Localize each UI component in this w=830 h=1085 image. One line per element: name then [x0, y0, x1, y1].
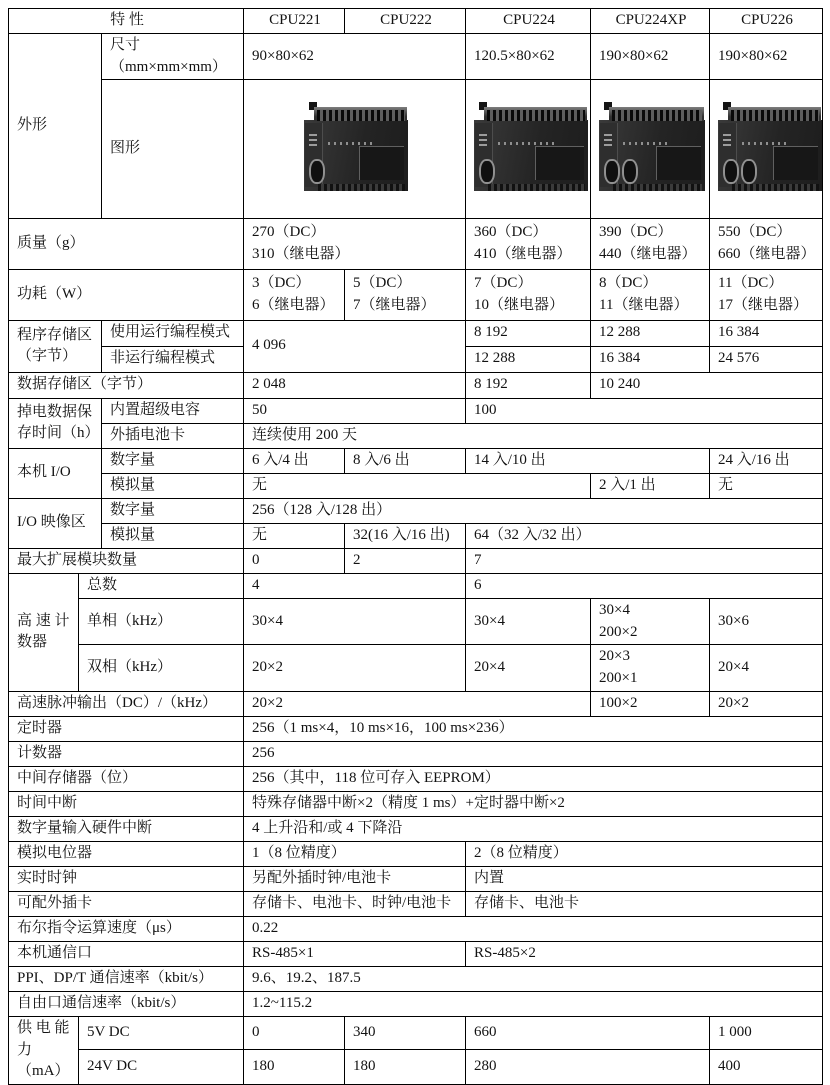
max-expansion-row	[9, 548, 823, 573]
onboard-io-digital-cpu221: 6 入/4 出	[244, 448, 345, 473]
bool-speed-row	[9, 916, 823, 941]
timed-interrupt-label: 时间中断	[9, 791, 244, 816]
plc-terminal-comb	[731, 110, 819, 121]
hsc-single-cpu226: 30×6	[710, 598, 823, 645]
plc-bottom-terminals	[488, 184, 585, 191]
hsc-single-cpu221-222: 30×4	[244, 598, 466, 645]
retention-cap-cpu224up: 100	[466, 398, 823, 423]
hsc-total-cpu224up: 6	[466, 573, 823, 598]
supply-label: 供 电 能 力（mA）	[9, 1016, 79, 1084]
program-memory-nonrun-label: 非运行编程模式	[102, 346, 244, 372]
figure-cell-cpu221-222	[244, 80, 466, 219]
size-cpu224: 120.5×80×62	[466, 33, 591, 80]
size-cpu226: 190×80×62	[710, 33, 823, 80]
cpu226-photo	[718, 107, 822, 191]
plc-access-door	[773, 146, 818, 180]
supply-24v-row	[9, 1050, 823, 1085]
comm-port-label: 本机通信口	[9, 941, 244, 966]
pulse-output-cpu221-224: 20×2	[244, 691, 591, 716]
hw-interrupt-label: 数字量输入硬件中断	[9, 816, 244, 841]
comm-port-row	[9, 941, 823, 966]
header-cpu222: CPU222	[345, 9, 466, 34]
header-cpu221: CPU221	[244, 9, 345, 34]
max-expansion-cpu222: 2	[345, 548, 466, 573]
power-cpu222: 5（DC） 7（继电器）	[345, 269, 466, 320]
potentiometer-cpu224up: 2（8 位精度）	[466, 841, 823, 866]
supply-5v-label: 5V DC	[79, 1016, 244, 1049]
plc-status-dots	[742, 142, 788, 145]
retention-cap-cpu221-222: 50	[244, 398, 466, 423]
plc-led-column	[479, 132, 487, 146]
data-memory-cpu221-222: 2 048	[244, 372, 466, 398]
power-row	[9, 269, 823, 320]
plc-access-door	[535, 146, 584, 180]
ppi-rate-label: PPI、DP/T 通信速率（kbit/s）	[9, 966, 244, 991]
supply-24v-cpu222: 180	[345, 1050, 466, 1085]
hsc-double-cpu224: 20×4	[466, 645, 591, 692]
supply-5v-cpu222: 340	[345, 1016, 466, 1049]
pulse-output-cpu224xp: 100×2	[591, 691, 710, 716]
data-memory-label: 数据存储区（字节）	[9, 372, 244, 398]
onboard-io-analog-cpu221-224: 无	[244, 473, 591, 498]
plc-terminal-comb	[487, 110, 585, 121]
onboard-io-analog-label: 模拟量	[102, 473, 244, 498]
header-cpu224: CPU224	[466, 9, 591, 34]
plc-access-door	[359, 146, 404, 180]
data-memory-cpu224xp-226: 10 240	[591, 372, 823, 398]
rtc-cpu224up: 内置	[466, 866, 823, 891]
supply-24v-cpu226: 400	[710, 1050, 823, 1085]
header-cpu224xp: CPU224XP	[591, 9, 710, 34]
plc-bottom-terminals	[613, 184, 702, 191]
shape-label: 外形	[9, 33, 102, 218]
program-memory-nonrun-cpu224xp: 16 384	[591, 346, 710, 372]
retention-battery-label: 外插电池卡	[102, 423, 244, 448]
counters-row	[9, 741, 823, 766]
hsc-double-cpu224xp: 20×3 200×1	[591, 645, 710, 692]
mass-cpu224xp: 390（DC） 440（继电器）	[591, 218, 710, 269]
supply-24v-cpu224-224xp: 280	[466, 1050, 710, 1085]
freeport-rate-row	[9, 991, 823, 1016]
potentiometer-row	[9, 841, 823, 866]
power-cpu224xp: 8（DC） 11（继电器）	[591, 269, 710, 320]
feature-header: 特 性	[9, 9, 244, 34]
supply-5v-row	[9, 1016, 823, 1049]
program-memory-run-cpu226: 16 384	[710, 320, 823, 346]
hsc-single-cpu224: 30×4	[466, 598, 591, 645]
program-memory-run-cpu224: 8 192	[466, 320, 591, 346]
hsc-double-cpu226: 20×4	[710, 645, 823, 692]
plc-port-connector-2	[741, 159, 757, 184]
timed-interrupt-value: 特殊存储器中断×2（精度 1 ms）+定时器中断×2	[244, 791, 823, 816]
counters-value: 256	[244, 741, 823, 766]
onboard-io-digital-cpu224-224xp: 14 入/10 出	[466, 448, 710, 473]
timers-value: 256（1 ms×4，10 ms×16，100 ms×236）	[244, 716, 823, 741]
plc-led-column	[723, 132, 731, 146]
cpu221-222-photo	[304, 107, 408, 191]
data-memory-cpu224: 8 192	[466, 372, 591, 398]
hsc-double-cpu221-222: 20×2	[244, 645, 466, 692]
hsc-label: 高 速 计 数器	[9, 573, 79, 691]
plc-bottom-terminals	[318, 184, 405, 191]
hsc-single-row	[9, 598, 823, 645]
plc-status-dots	[498, 142, 554, 145]
io-image-analog-row	[9, 523, 823, 548]
rtc-row	[9, 866, 823, 891]
supply-24v-cpu221: 180	[244, 1050, 345, 1085]
hw-interrupt-value: 4 上升沿和/或 4 下降沿	[244, 816, 823, 841]
figure-cell-cpu224xp	[591, 80, 710, 219]
cpu224-photo	[474, 107, 588, 191]
comm-port-cpu221-222: RS-485×1	[244, 941, 466, 966]
onboard-io-analog-cpu226: 无	[710, 473, 823, 498]
onboard-io-analog-row	[9, 473, 823, 498]
timers-row	[9, 716, 823, 741]
plc-led-column	[604, 132, 612, 146]
hsc-total-label: 总数	[79, 573, 244, 598]
program-memory-run-row	[9, 320, 823, 346]
potentiometer-label: 模拟电位器	[9, 841, 244, 866]
retention-capacitor-row	[9, 398, 823, 423]
max-expansion-cpu221: 0	[244, 548, 345, 573]
bool-speed-label: 布尔指令运算速度（μs）	[9, 916, 244, 941]
power-label: 功耗（W）	[9, 269, 244, 320]
io-image-analog-cpu222: 32(16 入/16 出)	[345, 523, 466, 548]
retention-label: 掉电数据保 存时间（h）	[9, 398, 102, 448]
io-image-digital-label: 数字量	[102, 498, 244, 523]
onboard-io-digital-row	[9, 448, 823, 473]
io-image-label: I/O 映像区	[9, 498, 102, 548]
counters-label: 计数器	[9, 741, 244, 766]
supply-5v-cpu221: 0	[244, 1016, 345, 1049]
freeport-rate-value: 1.2~115.2	[244, 991, 823, 1016]
io-image-analog-label: 模拟量	[102, 523, 244, 548]
timers-label: 定时器	[9, 716, 244, 741]
plc-port-connector-2	[622, 159, 638, 184]
option-card-row	[9, 891, 823, 916]
figure-cell-cpu224	[466, 80, 591, 219]
program-memory-cpu221-222: 4 096	[244, 320, 466, 372]
plc-port-connector	[479, 159, 495, 184]
cpu224xp-photo	[599, 107, 705, 191]
supply-5v-cpu226: 1 000	[710, 1016, 823, 1049]
hsc-total-row	[9, 573, 823, 598]
pulse-output-label: 高速脉冲输出（DC）/（kHz）	[9, 691, 244, 716]
power-cpu224: 7（DC） 10（继电器）	[466, 269, 591, 320]
figure-cell-cpu226	[710, 80, 823, 219]
program-memory-label: 程序存储区 （字节）	[9, 320, 102, 372]
hsc-double-label: 双相（kHz）	[79, 645, 244, 692]
plc-access-door	[656, 146, 702, 180]
bool-speed-value: 0.22	[244, 916, 823, 941]
supply-24v-label: 24V DC	[79, 1050, 244, 1085]
plc-status-dots	[623, 142, 671, 145]
max-expansion-label: 最大扩展模块数量	[9, 548, 244, 573]
figure-row	[9, 80, 823, 219]
plc-port-connector-1	[604, 159, 620, 184]
bit-memory-label: 中间存储器（位）	[9, 766, 244, 791]
mass-cpu224: 360（DC） 410（继电器）	[466, 218, 591, 269]
size-cpu224xp: 190×80×62	[591, 33, 710, 80]
plc-led-column	[309, 132, 317, 146]
mass-row	[9, 218, 823, 269]
retention-capacitor-label: 内置超级电容	[102, 398, 244, 423]
hsc-single-label: 单相（kHz）	[79, 598, 244, 645]
program-memory-nonrun-cpu224: 12 288	[466, 346, 591, 372]
bit-memory-row	[9, 766, 823, 791]
hsc-total-cpu221-222: 4	[244, 573, 466, 598]
plc-terminal-comb	[317, 110, 405, 121]
program-memory-nonrun-cpu226: 24 576	[710, 346, 823, 372]
mass-label: 质量（g）	[9, 218, 244, 269]
io-image-analog-cpu221: 无	[244, 523, 345, 548]
header-row	[9, 9, 823, 34]
mass-cpu221-222: 270（DC） 310（继电器）	[244, 218, 466, 269]
size-row	[9, 33, 823, 80]
plc-status-dots	[328, 142, 374, 145]
plc-port-connector	[309, 159, 325, 184]
bit-memory-value: 256（其中，118 位可存入 EEPROM）	[244, 766, 823, 791]
retention-battery-value: 连续使用 200 天	[244, 423, 823, 448]
hsc-single-cpu224xp: 30×4 200×2	[591, 598, 710, 645]
cpu-spec-table	[8, 8, 823, 1085]
plc-bottom-terminals	[732, 184, 819, 191]
option-card-cpu221-222: 存储卡、电池卡、时钟/电池卡	[244, 891, 466, 916]
max-expansion-cpu224up: 7	[466, 548, 823, 573]
power-cpu221: 3（DC） 6（继电器）	[244, 269, 345, 320]
pulse-output-row	[9, 691, 823, 716]
onboard-io-digital-cpu226: 24 入/16 出	[710, 448, 823, 473]
retention-battery-row	[9, 423, 823, 448]
power-cpu226: 11（DC） 17（继电器）	[710, 269, 823, 320]
io-image-digital-value: 256（128 入/128 出）	[244, 498, 823, 523]
rtc-label: 实时时钟	[9, 866, 244, 891]
mass-cpu226: 550（DC） 660（继电器）	[710, 218, 823, 269]
ppi-rate-row	[9, 966, 823, 991]
option-card-label: 可配外插卡	[9, 891, 244, 916]
io-image-digital-row	[9, 498, 823, 523]
ppi-rate-value: 9.6、19.2、187.5	[244, 966, 823, 991]
hsc-double-row	[9, 645, 823, 692]
timed-interrupt-row	[9, 791, 823, 816]
program-memory-run-cpu224xp: 12 288	[591, 320, 710, 346]
onboard-io-digital-label: 数字量	[102, 448, 244, 473]
program-memory-run-label: 使用运行编程模式	[102, 320, 244, 346]
comm-port-cpu224up: RS-485×2	[466, 941, 823, 966]
rtc-cpu221-222: 另配外插时钟/电池卡	[244, 866, 466, 891]
option-card-cpu224up: 存储卡、电池卡	[466, 891, 823, 916]
supply-5v-cpu224-224xp: 660	[466, 1016, 710, 1049]
data-memory-row	[9, 372, 823, 398]
onboard-io-label: 本机 I/O	[9, 448, 102, 498]
pulse-output-cpu226: 20×2	[710, 691, 823, 716]
onboard-io-digital-cpu222: 8 入/6 出	[345, 448, 466, 473]
figure-label: 图形	[102, 80, 244, 219]
freeport-rate-label: 自由口通信速率（kbit/s）	[9, 991, 244, 1016]
hw-interrupt-row	[9, 816, 823, 841]
plc-port-connector-1	[723, 159, 739, 184]
plc-terminal-comb	[612, 110, 702, 121]
onboard-io-analog-cpu224xp: 2 入/1 出	[591, 473, 710, 498]
size-cpu221-222: 90×80×62	[244, 33, 466, 80]
io-image-analog-cpu224up: 64（32 入/32 出）	[466, 523, 823, 548]
header-cpu226: CPU226	[710, 9, 823, 34]
size-label: 尺寸（mm×mm×mm）	[102, 33, 244, 80]
potentiometer-cpu221-222: 1（8 位精度）	[244, 841, 466, 866]
